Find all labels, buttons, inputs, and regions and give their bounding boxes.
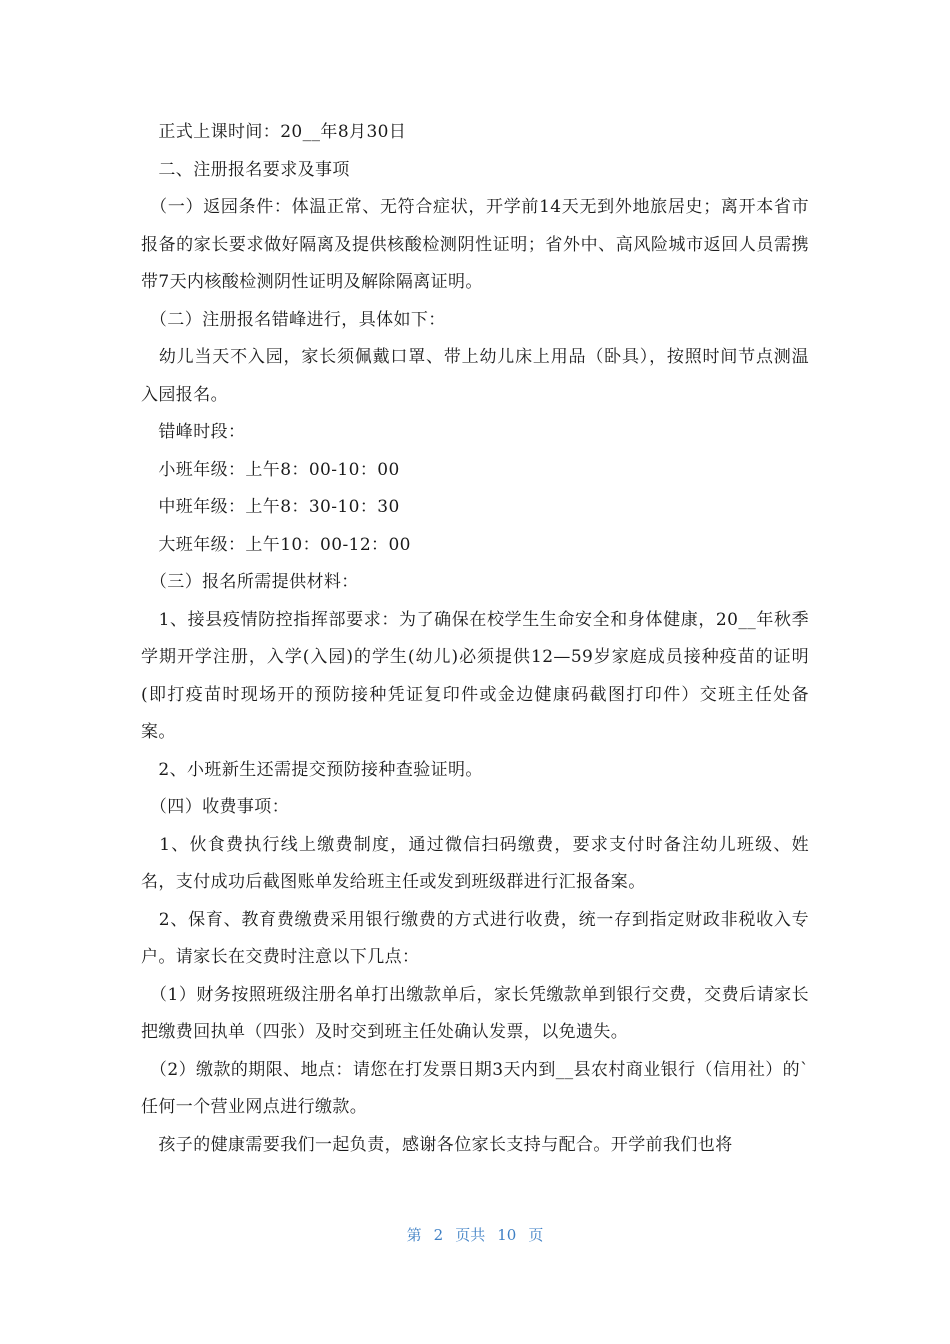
- page-label-prefix: 第: [406, 1226, 422, 1244]
- page-number-footer: [0, 1224, 950, 1245]
- paragraph: 1、接县疫情防控指挥部要求：为了确保在校学生生命安全和身体健康，20__年秋季学期开学注册，入学(入园)的学生(幼儿)必须提供12—59岁家庭成员接种疫苗的证明(即打疫苗时现场开的预防接种凭证复印件或金边健康码截图打印件）交班主任处备案。: [141, 609, 809, 742]
- paragraph: （三）报名所需提供材料：: [141, 572, 359, 592]
- page-label-suffix: 页: [528, 1226, 544, 1244]
- paragraph: 大班年级：上午10：00-12：00: [141, 534, 411, 555]
- page-total-number: 10: [497, 1226, 517, 1244]
- paragraph: 中班年级：上午8：30-10：30: [141, 497, 400, 517]
- paragraph: 正式上课时间：20__年8月30日: [141, 122, 407, 142]
- paragraph: 二、注册报名要求及事项: [141, 159, 350, 180]
- document-body: [141, 114, 809, 1164]
- paragraph: 错峰时段：: [141, 422, 246, 442]
- paragraph: （一）返园条件：体温正常、无符合症状，开学前14天无到外地旅居史；离开本省市报备的家长要求做好隔离及提供核酸检测阴性证明；省外中、高风险城市返回人员需携带7天内核酸检测阴性证明及解除隔离证明。: [141, 197, 809, 292]
- page-current-number: 2: [433, 1226, 444, 1244]
- paragraph: 2、小班新生还需提交预防接种查验证明。: [141, 759, 483, 780]
- paragraph: 小班年级：上午8：00-10：00: [141, 459, 400, 480]
- paragraph: 幼儿当天不入园，家长须佩戴口罩、带上幼儿床上用品（卧具），按照时间节点测温入园报名。: [141, 347, 809, 405]
- page-label-middle: 页共: [455, 1226, 486, 1244]
- paragraph: 2、保育、教育费缴费采用银行缴费的方式进行收费，统一存到指定财政非税收入专户。请家长在交费时注意以下几点：: [141, 909, 809, 967]
- paragraph: （二）注册报名错峰进行，具体如下：: [141, 309, 446, 330]
- paragraph: 孩子的健康需要我们一起负责，感谢各位家长支持与配合。开学前我们也将: [141, 1134, 733, 1155]
- paragraph: （2）缴款的期限、地点：请您在打发票日期3天内到__县农村商业银行（信用社）的`任何一个营业网点进行缴款。: [141, 1059, 809, 1117]
- paragraph: （1）财务按照班级注册名单打出缴款单后，家长凭缴款单到银行交费，交费后请家长把缴费回执单（四张）及时交到班主任处确认发票，以免遗失。: [141, 984, 809, 1042]
- paragraph: 1、伙食费执行线上缴费制度，通过微信扫码缴费，要求支付时备注幼儿班级、姓名，支付成功后截图账单发给班主任或发到班级群进行汇报备案。: [141, 834, 809, 892]
- paragraph: （四）收费事项：: [141, 797, 290, 817]
